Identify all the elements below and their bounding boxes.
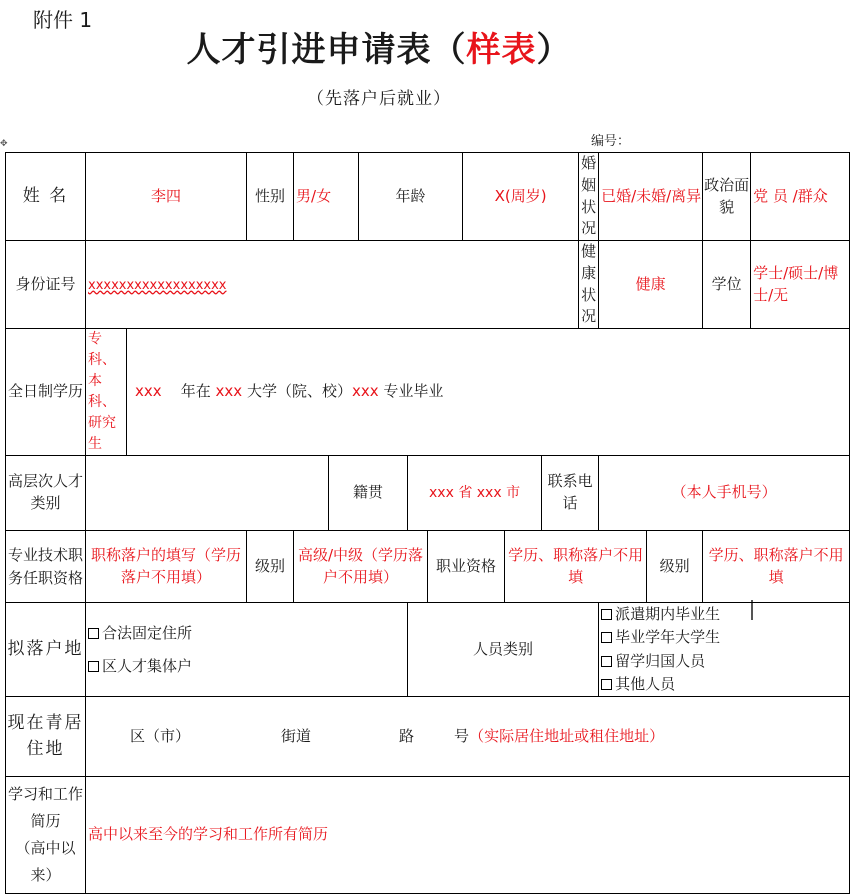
age-value[interactable]: X(周岁) (463, 153, 579, 241)
residence-road: 路 (399, 726, 415, 745)
id-value[interactable] (86, 241, 579, 329)
resume-label-note: （高中以来） (15, 839, 76, 884)
edu-year: xxx (135, 382, 162, 401)
edu-text-university: 大学（院、校） (246, 382, 352, 401)
personnel-label: 人员类别 (408, 603, 599, 697)
checkbox[interactable] (601, 679, 612, 690)
settle-options (86, 603, 408, 697)
health-label: 健康状况 (579, 241, 599, 329)
degree-label: 学位 (703, 241, 751, 329)
id-label: 身份证号 (6, 241, 86, 329)
edu-university: xxx (215, 382, 243, 401)
talent-value[interactable] (86, 456, 329, 531)
residence-street: 街道 (281, 726, 312, 745)
id-number: xxxxxxxxxxxxxxxxxx (88, 277, 227, 293)
form-subtitle: （先落户后就业） (307, 89, 451, 109)
level2-value[interactable]: 学历、职称落户不用填 (703, 531, 850, 603)
row-residence (6, 697, 850, 777)
health-value[interactable]: 健康 (599, 241, 703, 329)
marital-value[interactable]: 已婚/未婚/离异 (599, 153, 703, 241)
row-education (6, 329, 850, 456)
name-value[interactable]: 李四 (86, 153, 247, 241)
edu-type[interactable]: 专科、本科、研究生 (86, 329, 127, 456)
checkbox[interactable] (601, 632, 612, 643)
political-value[interactable]: 党 员 /群众 (751, 153, 850, 241)
phone-value[interactable]: （本人手机号） (599, 456, 850, 531)
title-value[interactable]: 职称落户的填写（学历落户不用填） (86, 531, 247, 603)
personnel-option-graduate[interactable]: 毕业学年大学生 (599, 626, 849, 649)
personnel-option-other[interactable]: 其他人员 (599, 673, 849, 696)
row-basic-info (6, 153, 850, 241)
residence-number: 号 (454, 726, 470, 745)
residence-value[interactable] (86, 697, 850, 777)
qual-value[interactable]: 学历、职称落户不用填 (505, 531, 647, 603)
talent-label: 高层次人才类别 (6, 456, 86, 531)
resume-value[interactable]: 高中以来至今的学习和工作所有简历 (86, 777, 850, 894)
level-label: 级别 (247, 531, 294, 603)
personnel-option-overseas[interactable]: 留学归国人员 (599, 650, 849, 673)
title-sample: 样表 (466, 30, 537, 70)
edu-text-year: 年在 (180, 382, 211, 401)
level2-label: 级别 (647, 531, 703, 603)
residence-district: 区（市） (130, 726, 191, 745)
name-label: 姓 名 (6, 153, 86, 241)
personnel-option-dispatch[interactable]: 派遣期内毕业生 (599, 603, 849, 626)
settle-option-residence[interactable]: 合法固定住所 (86, 617, 407, 650)
level-value[interactable]: 高级/中级（学历落户不用填） (294, 531, 428, 603)
marital-label: 婚姻状况 (579, 153, 599, 241)
gender-label: 性别 (247, 153, 294, 241)
table-move-handle-icon[interactable]: ✥ (0, 139, 8, 149)
application-form-table (5, 152, 850, 894)
political-label: 政治面貌 (703, 153, 751, 241)
title-close: ） (536, 30, 572, 70)
edu-text-major: 专业毕业 (383, 382, 444, 401)
origin-label: 籍贯 (329, 456, 408, 531)
residence-label: 现在青居住地 (6, 697, 86, 777)
gender-value[interactable]: 男/女 (294, 153, 359, 241)
checkbox[interactable] (88, 661, 99, 672)
edu-detail[interactable] (127, 329, 850, 456)
row-qualification (6, 531, 850, 603)
row-id-info (6, 241, 850, 329)
serial-number-label: 编号： (591, 134, 631, 149)
qual-label: 职业资格 (428, 531, 505, 603)
checkbox[interactable] (601, 656, 612, 667)
personnel-options (599, 603, 850, 697)
residence-note: （实际居住地址或租住地址） (469, 726, 665, 745)
row-resume (6, 777, 850, 894)
phone-label: 联系电话 (542, 456, 599, 531)
row-settlement (6, 603, 850, 697)
resume-label (6, 777, 86, 894)
settle-label: 拟落户地 (6, 603, 86, 697)
title-label: 专业技术职务任职资格 (6, 531, 86, 603)
age-label: 年龄 (359, 153, 463, 241)
checkbox[interactable] (601, 609, 612, 620)
checkbox[interactable] (88, 628, 99, 639)
title-main: 人才引进申请表（ (186, 30, 467, 70)
settle-option-collective[interactable]: 区人才集体户 (86, 650, 407, 683)
origin-value[interactable]: xxx 省 xxx 市 (408, 456, 542, 531)
form-title (0, 22, 758, 71)
row-talent-origin (6, 456, 850, 531)
edu-major: xxx (351, 382, 379, 401)
attachment-label: 附件 1 (33, 8, 93, 32)
edu-label: 全日制学历 (6, 329, 86, 456)
degree-value[interactable]: 学士/硕士/博士/无 (751, 241, 850, 329)
resume-label-text: 学习和工作简历 (7, 785, 83, 830)
